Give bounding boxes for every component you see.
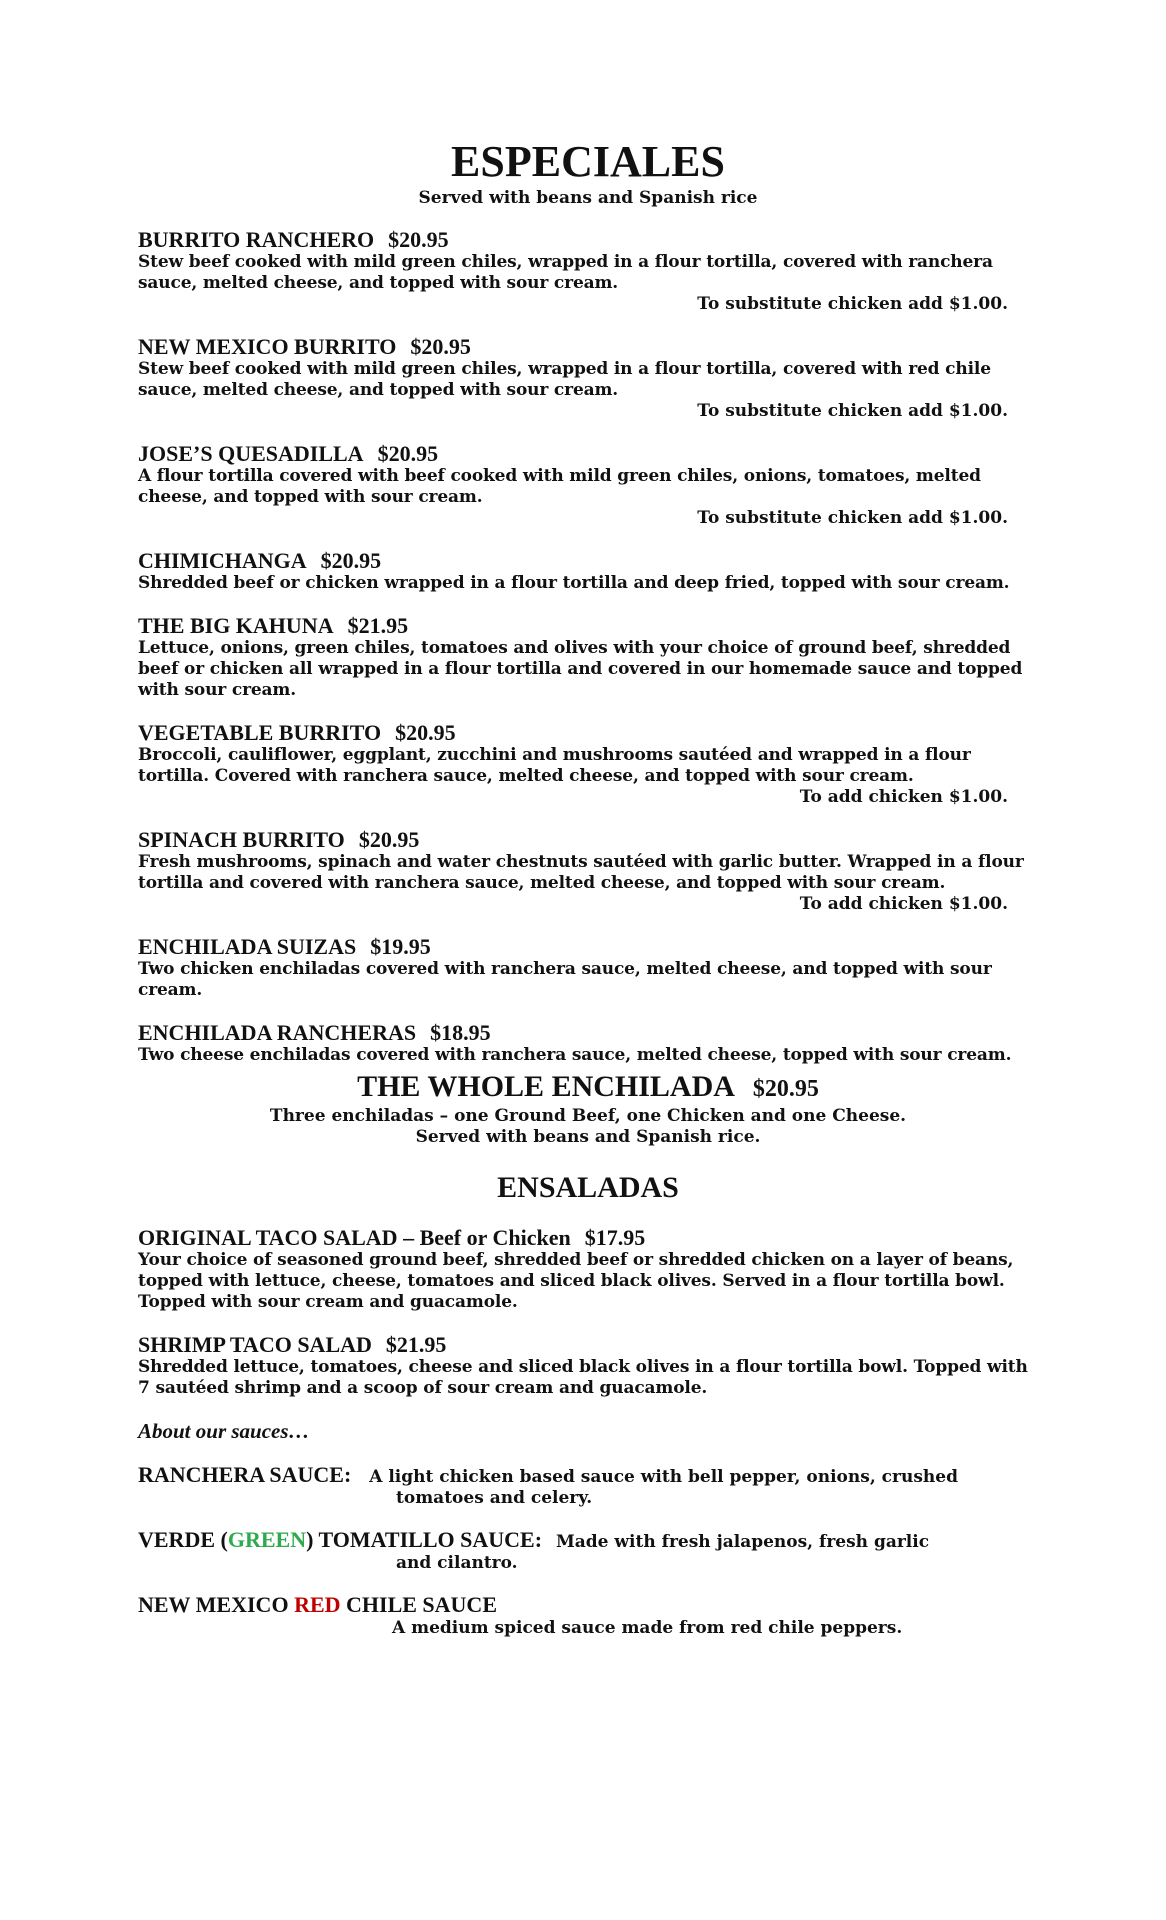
menu-item-price: $21.95	[347, 613, 409, 638]
sauce-red-line1: A medium spiced sauce made from red chile peppers.	[392, 1618, 903, 1638]
menu-item-description: Two chicken enchiladas covered with ranchera sauce, melted cheese, and topped with sour cream.	[138, 959, 992, 1000]
whole-enchilada-name: THE WHOLE ENCHILADA	[357, 1070, 735, 1103]
menu-item-description: Shredded beef or chicken wrapped in a flour tortilla and deep fried, topped with sour cream.	[138, 573, 1010, 593]
menu-item-note: To substitute chicken add $1.00.	[697, 508, 1008, 528]
menu-item-note: To add chicken $1.00.	[799, 787, 1008, 807]
menu-item	[138, 442, 1038, 529]
sauce-red-post: CHILE SAUCE	[340, 1592, 497, 1617]
menu-item	[138, 549, 1038, 594]
menu-item	[138, 1226, 1038, 1313]
menu-item-price: $18.95	[430, 1020, 491, 1045]
menu-item	[138, 1021, 1038, 1066]
ensaladas-list	[138, 1226, 1038, 1399]
menu-item-description: Broccoli, cauliflower, eggplant, zucchini and mushrooms sautéed and wrapped in a flour tortilla. Covered with ranchera sauce, melted cheese, and topped with sour cream.	[138, 745, 971, 786]
menu-item-price: $20.95	[388, 227, 449, 252]
menu-item-price: $21.95	[385, 1332, 447, 1357]
sauce-verde-post: ) TOMATILLO SAUCE:	[306, 1527, 543, 1552]
menu-item-price: $20.95	[377, 441, 439, 466]
menu-item-description: Stew beef cooked with mild green chiles, wrapped in a flour tortilla, covered with ranchera sauce, melted cheese, and topped with sour cream.	[138, 252, 993, 293]
sauce-ranchera	[138, 1464, 1038, 1509]
menu-item-price: $20.95	[358, 827, 420, 852]
ensaladas-title: ENSALADAS	[497, 1171, 679, 1204]
whole-enchilada	[138, 1070, 1038, 1148]
menu-item-price: $19.95	[370, 934, 431, 959]
menu-item-name: SPINACH BURRITO	[138, 827, 345, 852]
menu-item-name: CHIMICHANGA	[138, 548, 307, 573]
especiales-title: ESPECIALES	[451, 137, 725, 186]
menu-item-price: $20.95	[395, 720, 456, 745]
menu-item-description: Stew beef cooked with mild green chiles, wrapped in a flour tortilla, covered with red chile sauce, melted cheese, and topped with sour cream.	[138, 359, 991, 400]
menu-item	[138, 1333, 1038, 1399]
sauce-verde-color-word: GREEN	[227, 1527, 307, 1552]
menu-item-name: VEGETABLE BURRITO	[138, 720, 382, 745]
menu-item-description: Fresh mushrooms, spinach and water chestnuts sautéed with garlic butter. Wrapped in a flour tortilla and covered with ranchera sauce, melted cheese, and topped with sour cream.	[138, 852, 1024, 893]
sauce-verde-line2: and cilantro.	[396, 1553, 518, 1573]
menu-item-description: Shredded lettuce, tomatoes, cheese and sliced black olives in a flour tortilla bowl. Topped with 7 sautéed shrimp and a scoop of sour cream and guacamole.	[138, 1357, 1028, 1398]
especiales-list	[138, 228, 1038, 1066]
menu-item	[138, 614, 1038, 701]
menu-item	[138, 228, 1038, 315]
sauce-verde	[138, 1529, 1038, 1574]
menu-item-price: $20.95	[320, 548, 382, 573]
menu-item-name: BURRITO RANCHERO	[138, 227, 375, 252]
menu-item-price: $17.95	[584, 1225, 646, 1250]
sauce-red-pre: NEW MEXICO	[138, 1592, 295, 1617]
menu-item-price: $20.95	[410, 334, 471, 359]
sauce-ranchera-line1: A light chicken based sauce with bell pepper, onions, crushed	[369, 1467, 958, 1487]
menu-item-name: SHRIMP TACO SALAD	[138, 1332, 372, 1357]
menu-item	[138, 935, 1038, 1001]
sauce-red	[138, 1594, 1038, 1639]
sauce-red-color-word: RED	[294, 1592, 341, 1617]
menu-item-name: ORIGINAL TACO SALAD – Beef or Chicken	[138, 1225, 571, 1250]
menu-item-note: To substitute chicken add $1.00.	[697, 294, 1008, 314]
menu-item-note: To substitute chicken add $1.00.	[697, 401, 1008, 421]
whole-enchilada-line2: Served with beans and Spanish rice.	[415, 1127, 761, 1147]
menu-item-name: THE BIG KAHUNA	[138, 613, 334, 638]
menu-item	[138, 828, 1038, 915]
sauce-verde-pre: VERDE (	[138, 1527, 228, 1552]
menu-item-note: To add chicken $1.00.	[799, 894, 1008, 914]
menu-item-description: Your choice of seasoned ground beef, shredded beef or shredded chicken on a layer of beans, topped with lettuce, cheese, tomatoes and sliced black olives. Served in a flour tortilla bowl. Topped with sour cream and guacamole.	[138, 1250, 1014, 1312]
menu-item-name: ENCHILADA RANCHERAS	[138, 1020, 417, 1045]
menu-item-description: Lettuce, onions, green chiles, tomatoes and olives with your choice of ground beef, shredded beef or chicken all wrapped in a flour tortilla and covered in our homemade sauce and topped with sour cream.	[138, 638, 1023, 700]
menu-page	[138, 0, 1038, 1639]
sauce-verde-line1: Made with fresh jalapenos, fresh garlic	[555, 1532, 930, 1552]
menu-item	[138, 721, 1038, 808]
menu-item-name: NEW MEXICO BURRITO	[138, 334, 397, 359]
menu-item-description: Two cheese enchiladas covered with ranchera sauce, melted cheese, topped with sour cream.	[138, 1045, 1012, 1065]
menu-item-name: ENCHILADA SUIZAS	[138, 934, 357, 959]
menu-item-name: JOSE’S QUESADILLA	[138, 441, 364, 466]
sauce-ranchera-line2: tomatoes and celery.	[396, 1488, 593, 1508]
whole-enchilada-line1: Three enchiladas – one Ground Beef, one Chicken and one Cheese.	[269, 1106, 907, 1126]
sauce-ranchera-name: RANCHERA SAUCE:	[138, 1462, 352, 1487]
especiales-subtitle: Served with beans and Spanish rice	[418, 188, 758, 208]
whole-enchilada-price: $20.95	[752, 1076, 819, 1102]
menu-item	[138, 335, 1038, 422]
menu-item-description: A flour tortilla covered with beef cooked with mild green chiles, onions, tomatoes, melted cheese, and topped with sour cream.	[138, 466, 981, 507]
sauces-heading: About our sauces…	[138, 1419, 310, 1443]
